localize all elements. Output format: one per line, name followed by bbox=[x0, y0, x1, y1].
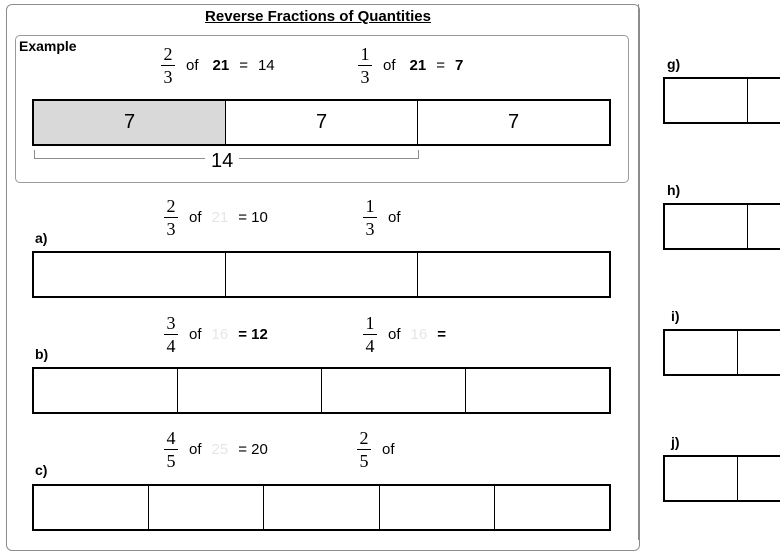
bar-model-cell bbox=[148, 486, 263, 529]
denominator: 3 bbox=[166, 219, 176, 239]
bar-model-cell bbox=[737, 331, 780, 374]
column-divider bbox=[638, 4, 639, 540]
of-text: of bbox=[382, 441, 395, 458]
denominator: 3 bbox=[365, 219, 375, 239]
numerator: 1 bbox=[360, 44, 370, 64]
result: = 20 bbox=[238, 441, 268, 458]
fraction bbox=[163, 428, 179, 471]
bar-model-cell: 7 bbox=[417, 101, 609, 144]
bar-model-cell bbox=[34, 253, 225, 296]
bar-model-cell bbox=[321, 369, 465, 412]
blank-quantity: 25 bbox=[211, 441, 229, 458]
example-equation-2 bbox=[357, 44, 463, 87]
question-c-equation-2 bbox=[356, 428, 395, 471]
of-text: of bbox=[388, 326, 401, 343]
bar-model-cell bbox=[263, 486, 378, 529]
fraction bbox=[160, 44, 176, 87]
fraction bbox=[356, 428, 372, 471]
bar-model-cell bbox=[665, 205, 747, 248]
question-c-equation-1 bbox=[163, 428, 268, 471]
question-label: h) bbox=[667, 182, 681, 198]
denominator: 5 bbox=[359, 451, 369, 471]
bar-model-cell bbox=[494, 486, 609, 529]
denominator: 5 bbox=[166, 451, 176, 471]
worksheet-title: Reverse Fractions of Quantities bbox=[205, 8, 431, 25]
question-b-equation-1 bbox=[163, 313, 268, 356]
question-a-equation-2 bbox=[362, 196, 401, 239]
bar-model-cell bbox=[379, 486, 494, 529]
question-b-equation-2 bbox=[362, 313, 446, 356]
example-label: Example bbox=[19, 38, 77, 54]
blank-quantity: 21 bbox=[211, 209, 229, 226]
fraction bbox=[362, 196, 378, 239]
denominator: 3 bbox=[163, 67, 173, 87]
bracket-label: 14 bbox=[205, 150, 239, 173]
bar-model-cell bbox=[665, 331, 737, 374]
quantity: 21 bbox=[409, 57, 427, 74]
of-text: of bbox=[189, 441, 202, 458]
fraction bbox=[362, 313, 378, 356]
numerator: 1 bbox=[365, 313, 375, 333]
denominator: 3 bbox=[360, 67, 370, 87]
question-label: i) bbox=[671, 308, 680, 324]
bar-model-cell bbox=[177, 369, 321, 412]
numerator: 2 bbox=[166, 196, 176, 216]
question-label: c) bbox=[35, 462, 48, 478]
bar-model-cell bbox=[417, 253, 609, 296]
equals-sign: = bbox=[239, 57, 248, 74]
fraction bbox=[163, 313, 179, 356]
result: 14 bbox=[257, 57, 275, 74]
question-label: a) bbox=[35, 230, 48, 246]
of-text: of bbox=[383, 57, 396, 74]
denominator: 4 bbox=[365, 336, 375, 356]
bar-model-cell bbox=[665, 457, 737, 500]
question-label: g) bbox=[667, 56, 681, 72]
question-i-bar-model bbox=[663, 329, 780, 376]
question-label: b) bbox=[35, 346, 49, 362]
question-c-bar-model bbox=[32, 484, 611, 531]
of-text: of bbox=[189, 326, 202, 343]
blank-quantity: 16 bbox=[410, 326, 428, 343]
bar-model-cell: 7 bbox=[34, 101, 225, 144]
bar-model-cell bbox=[465, 369, 609, 412]
result: = 10 bbox=[238, 209, 268, 226]
fraction bbox=[357, 44, 373, 87]
numerator: 3 bbox=[166, 313, 176, 333]
question-b-bar-model bbox=[32, 367, 611, 414]
numerator: 4 bbox=[166, 428, 176, 448]
equals-sign: = bbox=[436, 57, 445, 74]
quantity: 21 bbox=[212, 57, 230, 74]
question-a-equation-1 bbox=[163, 196, 268, 239]
question-j-bar-model bbox=[663, 455, 780, 502]
question-label: j) bbox=[671, 434, 680, 450]
numerator: 1 bbox=[365, 196, 375, 216]
bar-model-cell bbox=[665, 79, 747, 122]
bar-model-cell bbox=[225, 253, 417, 296]
of-text: of bbox=[388, 209, 401, 226]
fraction bbox=[163, 196, 179, 239]
of-text: of bbox=[189, 209, 202, 226]
denominator: 4 bbox=[166, 336, 176, 356]
question-a-bar-model bbox=[32, 251, 611, 298]
bar-model-cell bbox=[737, 457, 780, 500]
numerator: 2 bbox=[163, 44, 173, 64]
bar-model-cell: 7 bbox=[225, 101, 417, 144]
result: = 12 bbox=[238, 326, 268, 343]
result: 7 bbox=[454, 57, 464, 74]
bar-model-cell bbox=[747, 205, 780, 248]
bar-model-cell bbox=[34, 369, 177, 412]
bar-model-cell bbox=[747, 79, 780, 122]
question-h-bar-model bbox=[663, 203, 780, 250]
numerator: 2 bbox=[359, 428, 369, 448]
bar-model-cell bbox=[34, 486, 148, 529]
equals-sign: = bbox=[437, 326, 446, 343]
blank-quantity: 16 bbox=[211, 326, 229, 343]
question-g-bar-model bbox=[663, 77, 780, 124]
example-equation-1 bbox=[160, 44, 275, 87]
of-text: of bbox=[186, 57, 199, 74]
example-bar-model bbox=[32, 99, 611, 146]
